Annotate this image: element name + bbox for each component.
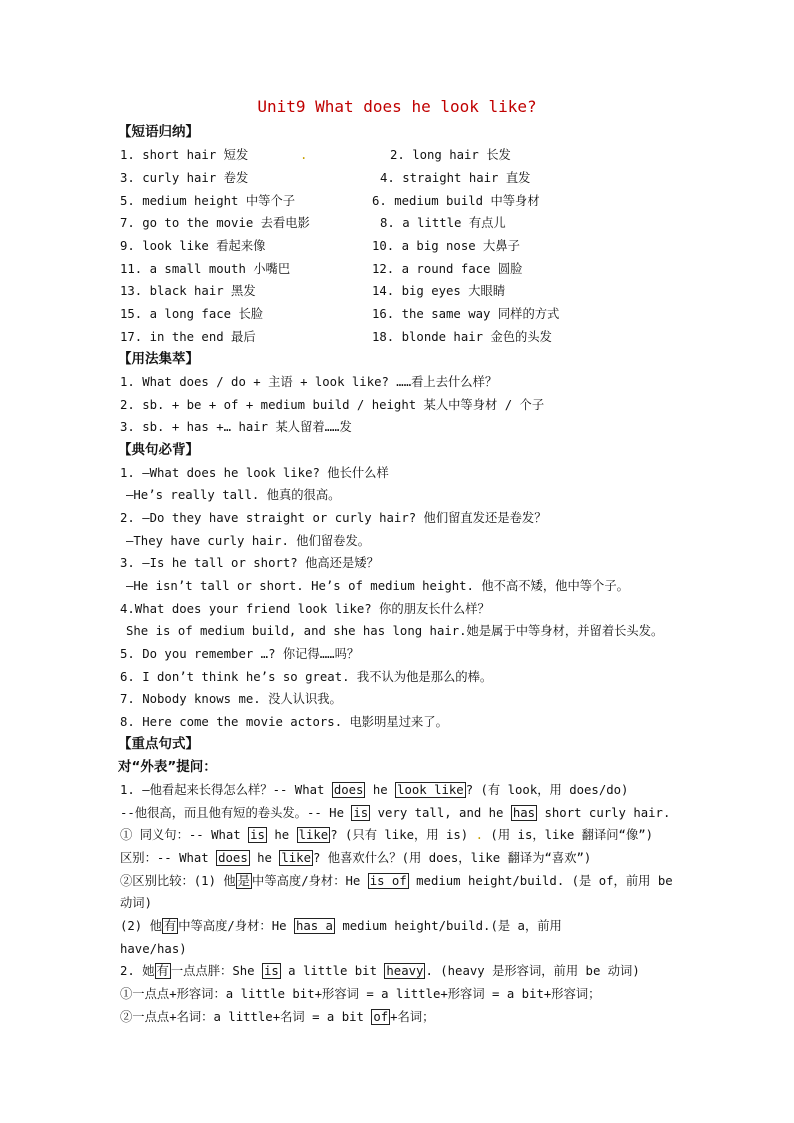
- pattern-line: [120, 850, 591, 866]
- text-run: 中等高度/身材：He: [252, 874, 368, 888]
- text-run: ②一点点+名词：a little+名词 = a bit: [120, 1010, 372, 1024]
- boxed-word: heavy: [386, 964, 424, 978]
- pattern-line: [120, 963, 640, 979]
- phrase-item: 14. big eyes 大眼睛: [372, 284, 506, 298]
- text-run: he: [365, 783, 396, 797]
- text-run: medium height/build.(是 a，前用: [334, 919, 562, 933]
- sentence-line: 6. I don’t think he’s so great. 我不认为他是那么的棒。: [120, 670, 493, 684]
- boxed-word: like: [298, 828, 329, 842]
- phrase-item: 1. short hair 短发: [120, 148, 249, 162]
- boxed-word: is: [353, 806, 369, 820]
- phrase-item: 15. a long face 长脸: [120, 307, 264, 321]
- text-run: 一点点胖：She: [170, 964, 262, 978]
- text-run: ① 同义句：-- What: [120, 828, 249, 842]
- boxed-word: of: [373, 1010, 389, 1024]
- stray-dot: .: [475, 828, 484, 842]
- sentence-line: 3. —Is he tall or short? 他高还是矮？: [120, 556, 379, 570]
- text-run: 2. 她: [120, 964, 155, 978]
- boxed-word: is: [250, 828, 265, 842]
- text-run: 1. –他看起来长得怎么样？-- What: [120, 783, 332, 797]
- sentence-line: —They have curly hair. 他们留卷发。: [126, 534, 371, 548]
- text-run: he: [266, 828, 297, 842]
- sentence-line: 2. —Do they have straight or curly hair? 他们留直发还是卷发？: [120, 511, 547, 525]
- pattern-subheading: 对“外表”提问：: [118, 759, 217, 775]
- phrase-item: 10. a big nose 大鼻子: [372, 239, 520, 253]
- phrase-item: 7. go to the movie 去看电影: [120, 216, 310, 230]
- phrase-item: 17. in the end 最后: [120, 330, 256, 344]
- usage-item: 1. What does / do + 主语 + look like? ……看上去什么样？: [120, 375, 498, 389]
- pattern-line: [120, 873, 673, 889]
- phrase-item: 6. medium build 中等身材: [372, 194, 540, 208]
- boxed-word: has a: [295, 919, 333, 933]
- pattern-line: [120, 805, 670, 821]
- sentence-line: 1. —What does he look like? 他长什么样: [120, 466, 389, 480]
- phrase-item: 2. long hair 长发: [390, 148, 511, 162]
- phrase-item: 13. black hair 黑发: [120, 284, 256, 298]
- usage-item: 3. sb. + has +… hair 某人留着……发: [120, 420, 352, 434]
- phrase-item: 11. a small mouth 小嘴巴: [120, 262, 291, 276]
- phrase-item: 12. a round face 圆脸: [372, 262, 523, 276]
- text-run: +名词；: [390, 1010, 435, 1024]
- text-run: short curly hair.: [537, 806, 671, 820]
- pattern-line: [120, 827, 653, 843]
- sentence-line: 4.What does your friend look like? 你的朋友长什么样？: [120, 602, 490, 616]
- pattern-line-wrap: have/has): [120, 942, 187, 956]
- section-heading-sentences: 【典句必背】: [118, 442, 199, 458]
- boxed-word: is of: [369, 874, 407, 888]
- sentence-line: 5. Do you remember …? 你记得……吗？: [120, 647, 360, 661]
- phrase-item: 8. a little 有点儿: [380, 216, 506, 230]
- text-run: very tall, and he: [370, 806, 511, 820]
- boxed-word: has: [512, 806, 536, 820]
- text-run: ②区别比较：(1) 他: [120, 874, 236, 888]
- pattern-line: [120, 918, 562, 934]
- sentence-line: 8. Here come the movie actors. 电影明星过来了。: [120, 715, 448, 729]
- sentence-line: 7. Nobody knows me. 没人认识我。: [120, 692, 342, 706]
- section-heading-patterns: 【重点句式】: [118, 736, 199, 752]
- text-run: . (heavy 是形容词，前用 be 动词): [425, 964, 640, 978]
- sentence-line: —He’s really tall. 他真的很高。: [126, 488, 341, 502]
- phrase-item: 5. medium height 中等个子: [120, 194, 296, 208]
- boxed-word: does: [333, 783, 364, 797]
- text-run: a little bit: [280, 964, 385, 978]
- phrase-item: 3. curly hair 卷发: [120, 171, 249, 185]
- phrase-item: 9. look like 看起来像: [120, 239, 266, 253]
- boxed-word: look like: [397, 783, 464, 797]
- boxed-word: does: [218, 851, 248, 865]
- usage-item: 2. sb. + be + of + medium build / height 某人中等身材 / 个子: [120, 398, 545, 412]
- text-run: --他很高，而且他有短的卷头发。-- He: [120, 806, 352, 820]
- text-run: (2) 他: [120, 919, 162, 933]
- text-run: (用 is，like 翻译问“像”): [483, 828, 654, 842]
- boxed-word: 有: [156, 964, 169, 978]
- text-run: ? (只有 like，用 is): [330, 828, 476, 842]
- boxed-word: is: [263, 964, 279, 978]
- text-run: medium height/build. (是 of，前用 be: [408, 874, 673, 888]
- pattern-line: [120, 782, 628, 798]
- stray-dot: .: [300, 148, 308, 162]
- text-run: 中等高度/身材：He: [178, 919, 294, 933]
- sentence-line: She is of medium build, and she has long hair.她是属于中等身材，并留着长头发。: [126, 624, 664, 638]
- pattern-line: ①一点点+形容词：a little bit+形容词 = a little+形容词 = a bit+形容词；: [120, 987, 601, 1001]
- boxed-word: 有: [163, 919, 177, 933]
- text-run: 区别：-- What: [120, 851, 217, 865]
- phrase-item: 4. straight hair 直发: [380, 171, 531, 185]
- page-title: Unit9 What does he look like?: [257, 97, 537, 116]
- pattern-line-wrap: 动词): [120, 896, 152, 910]
- phrase-item: 18. blonde hair 金色的头发: [372, 330, 552, 344]
- text-run: ? (有 look，用 does/do): [465, 783, 629, 797]
- pattern-line: [120, 1009, 434, 1025]
- boxed-word: 是: [237, 874, 251, 888]
- text-run: he: [249, 851, 280, 865]
- phrase-item: 16. the same way 同样的方式: [372, 307, 560, 321]
- text-run: ? 他喜欢什么？(用 does，like 翻译为“喜欢”): [313, 851, 592, 865]
- boxed-word: like: [281, 851, 311, 865]
- section-heading-usage: 【用法集萃】: [118, 351, 199, 367]
- sentence-line: —He isn’t tall or short. He’s of medium height. 他不高不矮，他中等个子。: [126, 579, 629, 593]
- section-heading-phrases: 【短语归纳】: [118, 124, 199, 140]
